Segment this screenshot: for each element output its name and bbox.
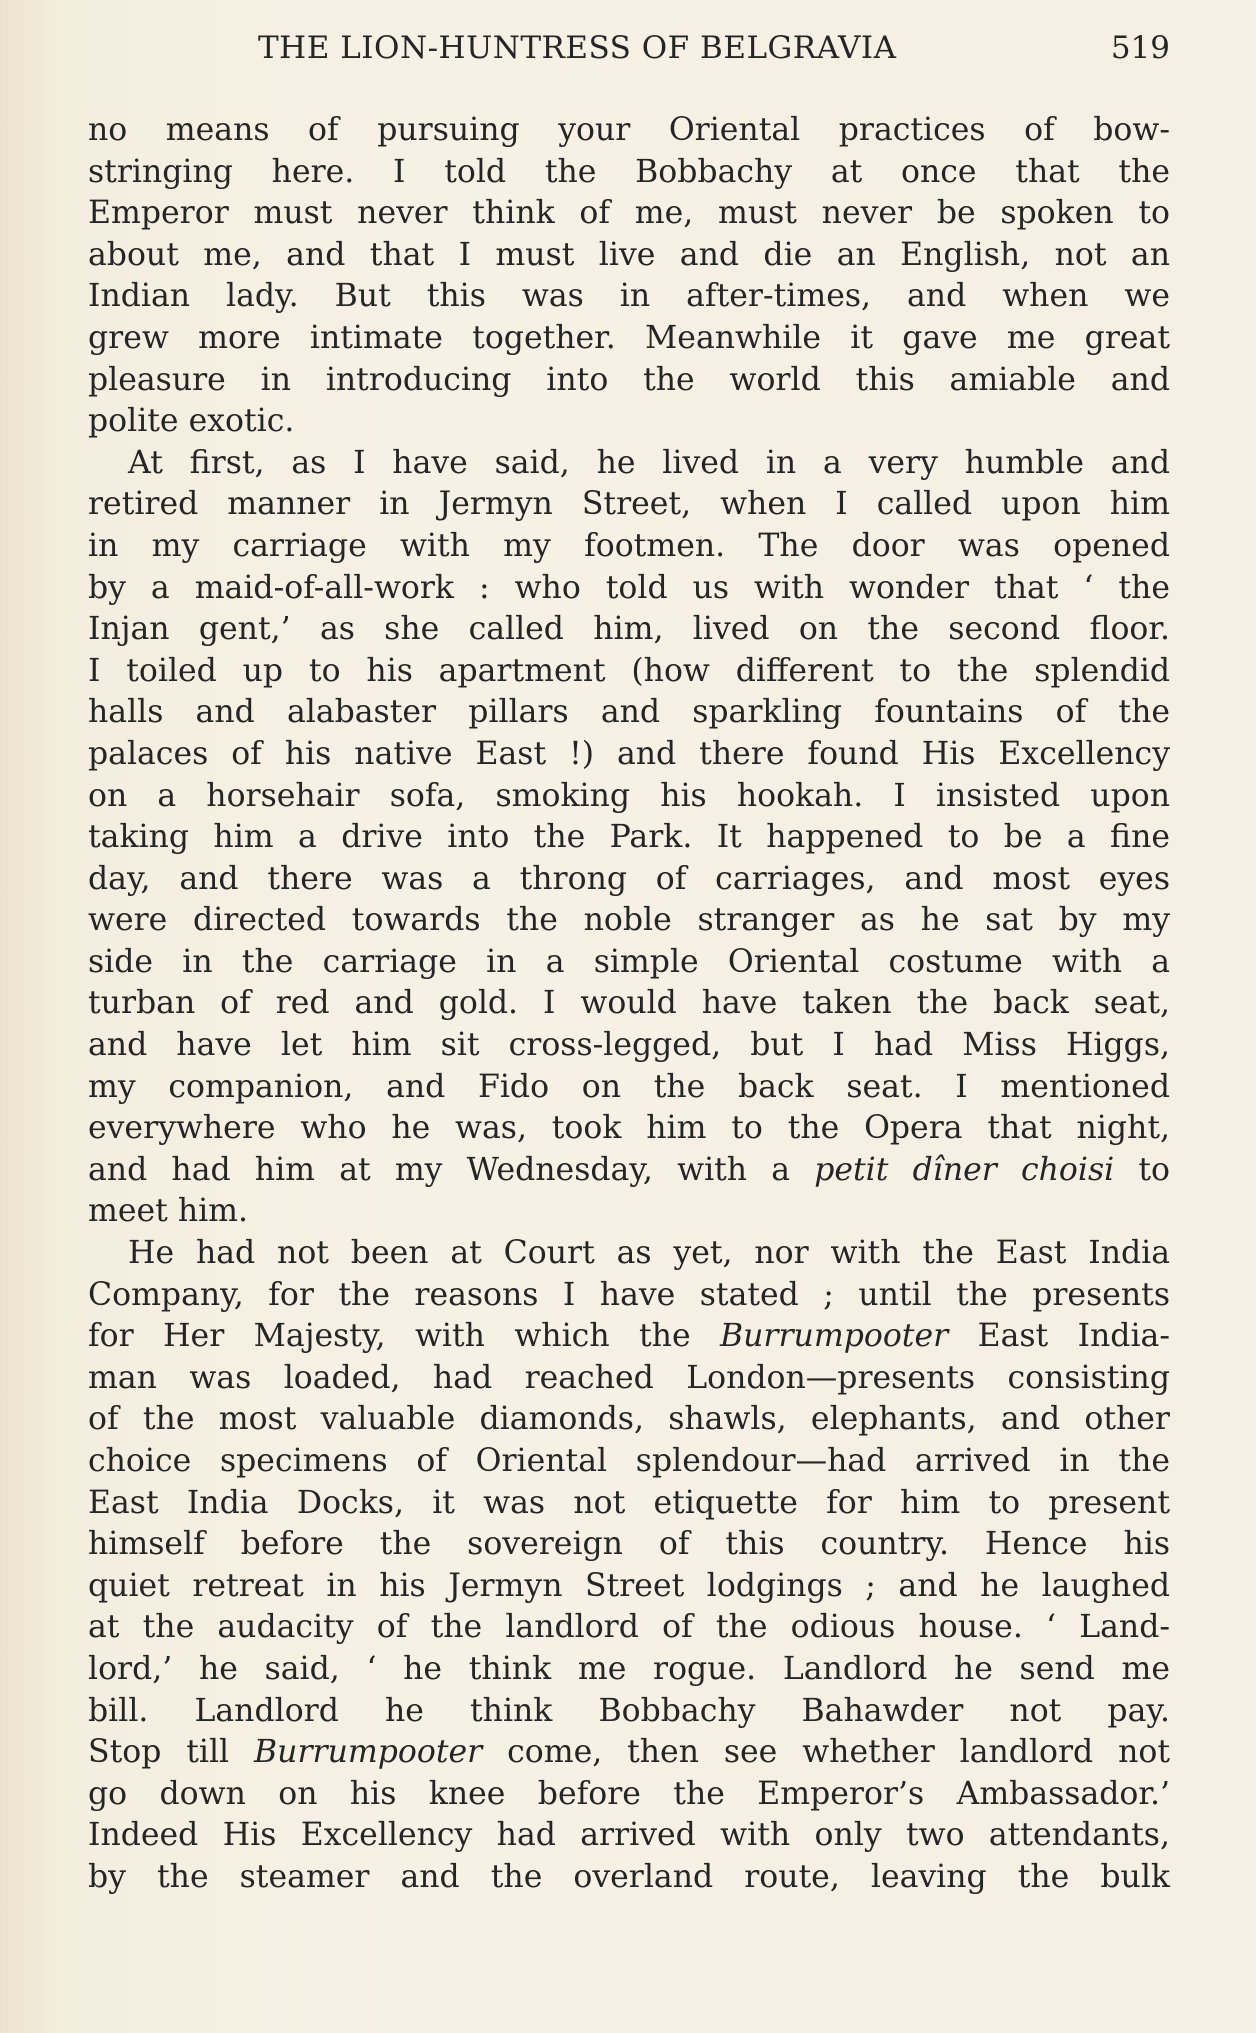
text-line: turban of red and gold. I would have taken the back seat,	[88, 985, 1170, 1022]
text-line: Injan gent,’ as she called him, lived on the second floor.	[88, 611, 1170, 648]
text-line: Indian lady. But this was in after-times, and when we	[88, 278, 1170, 315]
text-line: halls and alabaster pillars and sparkling fountains of the	[88, 694, 1170, 731]
body-text	[88, 110, 1170, 1899]
text-line: in my carriage with my footmen. The door was opened	[88, 527, 1170, 564]
text-line	[88, 1150, 1170, 1192]
text-line: my companion, and Fido on the back seat. I mentioned	[88, 1068, 1170, 1105]
text-line: by a maid-of-all-work : who told us with wonder that ‘ the	[88, 569, 1170, 606]
text-line: East India Docks, it was not etiquette for him to present	[88, 1484, 1170, 1521]
text-line: quiet retreat in his Jermyn Street lodgings ; and he laughed	[88, 1567, 1170, 1604]
text-line: taking him a drive into the Park. It happened to be a fine	[88, 819, 1170, 856]
text-run: come, then see whether landlord not	[482, 1734, 1170, 1771]
text-line: At first, as I have said, he lived in a very humble and	[128, 444, 1170, 481]
text-line: no means of pursuing your Oriental practices of bow-	[88, 112, 1170, 148]
text-line: go down on his knee before the Emperor’s Ambassador.’	[88, 1775, 1170, 1812]
page-number: 519	[1110, 30, 1170, 66]
text-line: Emperor must never think of me, must never be spoken to	[88, 195, 1170, 232]
text-run: East India-	[948, 1318, 1170, 1355]
text-line: I toiled up to his apartment (how different to the splendid	[88, 652, 1170, 689]
text-line: choice specimens of Oriental splendour—had arrived in the	[88, 1443, 1170, 1479]
text-line	[88, 1732, 1170, 1774]
text-line: palaces of his native East !) and there found His Excellency	[88, 735, 1170, 772]
text-line: pleasure in introducing into the world this amiable and	[88, 361, 1170, 398]
text-line: lord,’ he said, ‘ he think me rogue. Landlord he send me	[88, 1650, 1170, 1687]
text-line: polite exotic.	[88, 403, 295, 440]
italic-phrase: Burrumpooter	[720, 1318, 949, 1355]
text-run: and had him at my Wednesday, with a	[88, 1151, 815, 1188]
text-run: to	[1114, 1151, 1170, 1188]
italic-phrase: petit dîner choisi	[814, 1151, 1115, 1188]
italic-phrase: Burrumpooter	[254, 1734, 483, 1771]
text-line: at the audacity of the landlord of the odious house. ‘ Land-	[88, 1609, 1170, 1646]
text-line: meet him.	[88, 1193, 249, 1230]
text-line: were directed towards the noble stranger as he sat by my	[88, 902, 1170, 939]
text-line: He had not been at Court as yet, nor with the East India	[128, 1235, 1170, 1272]
running-title: THE LION-HUNTRESS OF BELGRAVIA	[258, 30, 897, 66]
text-line: Company, for the reasons I have stated ; until the presents	[88, 1276, 1170, 1313]
text-line: grew more intimate together. Meanwhile it gave me great	[88, 319, 1170, 356]
text-line: about me, and that I must live and die an English, not an	[88, 236, 1170, 273]
text-line: man was loaded, had reached London—presents consisting	[88, 1359, 1170, 1396]
text-line: of the most valuable diamonds, shawls, elephants, and other	[88, 1401, 1170, 1438]
text-line	[88, 1316, 1170, 1358]
text-run: for Her Majesty, with which the	[88, 1318, 720, 1355]
text-line: on a horsehair sofa, smoking his hookah. I insisted upon	[88, 777, 1170, 814]
text-line: retired manner in Jermyn Street, when I called upon him	[88, 486, 1170, 523]
text-line: bill. Landlord he think Bobbachy Bahawder not pay.	[88, 1692, 1170, 1729]
text-line: himself before the sovereign of this country. Hence his	[88, 1526, 1170, 1563]
text-line: day, and there was a throng of carriages, and most eyes	[88, 860, 1170, 897]
running-head	[90, 30, 1170, 80]
text-line: and have let him sit cross-legged, but I had Miss Higgs,	[88, 1027, 1170, 1064]
text-line: stringing here. I told the Bobbachy at once that the	[88, 153, 1170, 190]
text-line: Indeed His Excellency had arrived with only two attendants,	[88, 1817, 1170, 1854]
text-line: everywhere who he was, took him to the Opera that night,	[88, 1110, 1170, 1147]
text-run: Stop till	[88, 1734, 255, 1771]
text-line: side in the carriage in a simple Oriental costume with a	[88, 943, 1170, 980]
text-line: by the steamer and the overland route, leaving the bulk	[88, 1858, 1170, 1895]
